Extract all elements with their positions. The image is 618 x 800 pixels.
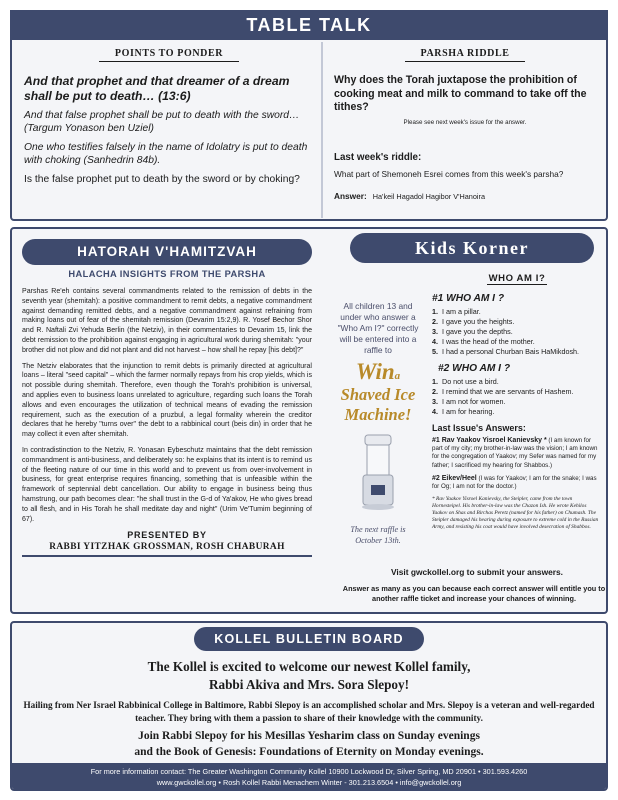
clue-text: I am a pillar. <box>442 307 481 316</box>
clue-number: 2. <box>432 387 438 396</box>
visit-website[interactable]: Visit gwckollel.org to submit your answers. <box>390 567 564 577</box>
answer-text: Ha'keil Hagadol Hagibor V'Hanoira <box>372 191 486 201</box>
clue-number: 2. <box>432 317 438 326</box>
clue-item <box>432 307 602 317</box>
parsha-riddle <box>334 48 596 204</box>
win-text <box>336 359 420 385</box>
hatorah-subtitle: HALACHA INSIGHTS FROM THE PARSHA <box>68 269 266 279</box>
last-answer-2-name: #2 Eikev/Heel <box>432 474 477 482</box>
middle-panel <box>10 227 608 614</box>
clue-text: I gave you the depths. <box>442 327 513 336</box>
clue-text: I am not for women. <box>442 397 506 406</box>
raffle-instructions: Answer as many as you can because each correct answer will entitle you to another raffle ticket and increase your chances of winning. <box>342 584 606 603</box>
clue-item <box>432 327 602 337</box>
contact-web-email[interactable]: www.gwckollel.org • Rosh Kollel Rabbi Menachem Winter - 301.213.6504 • info@gwckollel.org <box>156 778 462 787</box>
clue-number: 1. <box>432 377 438 386</box>
clue-item <box>432 337 602 347</box>
clue-item <box>432 377 602 387</box>
last-issue-answers-title: Last Issue's Answers: <box>432 423 526 433</box>
table-talk-title: TABLE TALK <box>10 10 608 40</box>
win-word: Win <box>355 359 395 384</box>
prize-line-2: Machine! <box>344 405 412 424</box>
family-bio: Hailing from Ner Israel Rabbinical College in Baltimore, Rabbi Slepoy is an accomplished scholar and Mrs. Slepoy is a veteran and well-regarded teacher. They bring with them a passion to share of their knowledge with the community. <box>23 700 595 723</box>
table-talk-panel <box>10 10 608 221</box>
clue-text: I was the head of the mother. <box>442 337 535 346</box>
answer-label: Answer: <box>334 190 367 201</box>
sanhedrin-quote: One who testifies falsely in the name of Idolatry is put to death with choking (Sanhedrin 84b). <box>24 142 308 166</box>
who-am-i-section <box>432 273 602 531</box>
clue-text: I had a personal Churban Bais HaMikdosh. <box>442 347 580 356</box>
steipler-note: * Rav Yaakov Yisroel Kanievsky, the Steipler, came from the town Hornesteipel. His brother-in-law was the Chazon Ish. He wrote Kehilos Yaakov on Shas and Birchas Peretz (named for his father) on Chumash. The Steipler damaged his hearing during exposure to extreme cold in the Russian Army, and resisting his coat would have involved desecration of Shabbos. <box>432 496 599 531</box>
clue-number: 3. <box>432 327 438 336</box>
raffle-date: The next raffle is October 13th. <box>350 525 406 545</box>
clue-text: Do not use a bird. <box>442 377 499 386</box>
clue-item <box>432 347 602 357</box>
hatorah-section <box>22 239 312 557</box>
clue-item <box>432 317 602 327</box>
last-answer-1 <box>432 437 602 470</box>
clue-item <box>432 397 602 407</box>
clue-item <box>432 387 602 397</box>
prize-line-1: Shaved Ice <box>340 385 416 404</box>
clue-number: 1. <box>432 307 438 316</box>
last-week-title: Last week's riddle: <box>334 151 422 163</box>
clue-number: 4. <box>432 407 438 416</box>
points-to-ponder-title: POINTS TO PONDER <box>99 48 239 62</box>
win-a: a <box>394 370 401 382</box>
new-family-names: Rabbi Akiva and Mrs. Sora Slepoy! <box>208 677 410 692</box>
riddle-note: Please see next week's issue for the answer. <box>403 118 527 126</box>
raffle-promo-text: All children 13 and under who answer a "Who Am I?" correctly will be entered into a raffle to <box>337 301 419 355</box>
clue-number: 3. <box>432 397 438 406</box>
hatorah-paragraph-3: In contradistinction to the Netziv, R. Yonasan Eybeschutz maintains that the debt remission commandment is anti-business, and deliberately so: he explains that its intent is to remind us of the fleeting nature of our time in this world and to prevent us from over-involvement in business, for great enterprise requires financing, something that is unfeasible within the framework of septennial debt cancellation. Our ability to engage in business being thus hamstrung, our path becomes clear: "he shall trust in the G-d of Ya'akov, He who gives bread to all flesh, and in His Torah he shall meditate day and night" (Urim Ve'Tumim beginning of 67). <box>22 446 312 523</box>
hatorah-title: HATORAH V'HAMITZVAH <box>22 239 312 265</box>
last-answer-2 <box>432 475 602 491</box>
clue-text: I gave you the heights. <box>442 317 515 326</box>
parsha-riddle-title: PARSHA RIDDLE <box>405 48 525 62</box>
shaved-ice-machine-icon <box>357 431 399 511</box>
welcome-line: The Kollel is excited to welcome our newest Kollel family, <box>147 659 471 674</box>
contact-footer <box>12 763 606 791</box>
hatorah-paragraph-1: Parshas Re'eh contains several commandments related to the remission of debts in the seventh year (shemitah): a positive commandment to remit debts, a negative commandment against demanding remitted debts, and a negative commandment against refraining from making loans out of fear of the shemitah remission (Devarim 15:2,9). R. Yosef Bechor Shor and R. Naftali Zvi Yehuda Berlin (the Netziv), in their commentaries to Devarim 15, link the debt remission to the prohibition against engaging in agricultural work during shemitah: "your brother did not plow and did not plant and did not harvest – how shall he repay [his debt]?" <box>22 288 312 354</box>
last-answer-1-clues: (I am known for part of my city; my brother-in-law was the vision; I am known for the congregation of Yaakov; my Sefer was named for my father; I sacrificed my hearing for Shabbos.) <box>432 437 598 469</box>
who-am-i-1-heading: #1 WHO AM I ? <box>432 293 505 304</box>
contact-address: For more information contact: The Greater Washington Community Kollel 10900 Lockwood Dr, Silver Spring, MD 20901 • 301.593.4260 <box>90 767 528 776</box>
who-am-i-1-clues <box>432 307 602 357</box>
raffle-promo <box>336 301 420 546</box>
author-name: RABBI YITZHAK GROSSMAN, ROSH CHABURAH <box>22 542 312 557</box>
bulletin-board-title: KOLLEL BULLETIN BOARD <box>194 627 424 651</box>
clue-text: I remind that we are servants of Hashem. <box>442 387 574 396</box>
ponder-question: Is the false prophet put to death by the sword or by choking? <box>24 174 300 185</box>
presented-by: PRESENTED BY <box>127 530 207 541</box>
points-to-ponder <box>24 48 314 186</box>
table-talk-divider <box>321 42 323 218</box>
hatorah-body <box>22 287 312 524</box>
targum-quote: And that false prophet shall be put to death with the sword… (Targum Yonason ben Uziel) <box>24 110 300 134</box>
clue-item <box>432 407 602 417</box>
who-am-i-2-heading: #2 WHO AM I ? <box>438 363 511 374</box>
class-announcement-2: and the Book of Genesis: Foundations of Eternity on Monday evenings. <box>134 746 484 758</box>
pasuk-quote: And that prophet and that dreamer of a dream shall be put to death… (13:6) <box>24 74 290 103</box>
last-answer-1-name: #1 Rav Yaakov Yisroel Kanievsky * <box>432 437 547 444</box>
last-week-answer <box>334 186 596 204</box>
class-announcement-1: Join Rabbi Slepoy for his Mesillas Yesharim class on Sunday evenings <box>138 730 480 742</box>
bulletin-board-panel <box>10 621 608 791</box>
last-week-question: What part of Shemoneh Esrei comes from this week's parsha? <box>334 168 564 179</box>
who-am-i-2-clues <box>432 377 602 417</box>
hatorah-paragraph-2: The Netziv elaborates that the injunction to remit debts is primarily directed at agricultural loans – literal "seed capital" – which the farmer normally repays from his crop yields, which is not possible during shemitah. Therefore, even though the Torah's prohibition is universal, and applies even to business loans unrelated to agriculture, regarding such loans the Torah allows and even encourages the utilization of technical means of evading the remission requirement, such as the execution of a pruzbul, a legal formality wherein the creditor declares that he hereby "turns over" the debt to a rabbinical court (beis din) in order that he may collect it even after shemitah. <box>22 362 312 439</box>
who-am-i-title: WHO AM I? <box>488 273 546 284</box>
clue-number: 4. <box>432 337 438 346</box>
last-answer-2-clues: (I was for Yaakov; I am for the snake; I was for Og; I am not for the doctor.) <box>432 474 597 491</box>
clue-number: 5. <box>432 347 438 356</box>
clue-text: I am for hearing. <box>442 407 495 416</box>
kids-korner-title: Kids Korner <box>350 233 594 263</box>
riddle-question: Why does the Torah juxtapose the prohibition of cooking meat and milk to command to take off the tithes? <box>334 74 587 113</box>
